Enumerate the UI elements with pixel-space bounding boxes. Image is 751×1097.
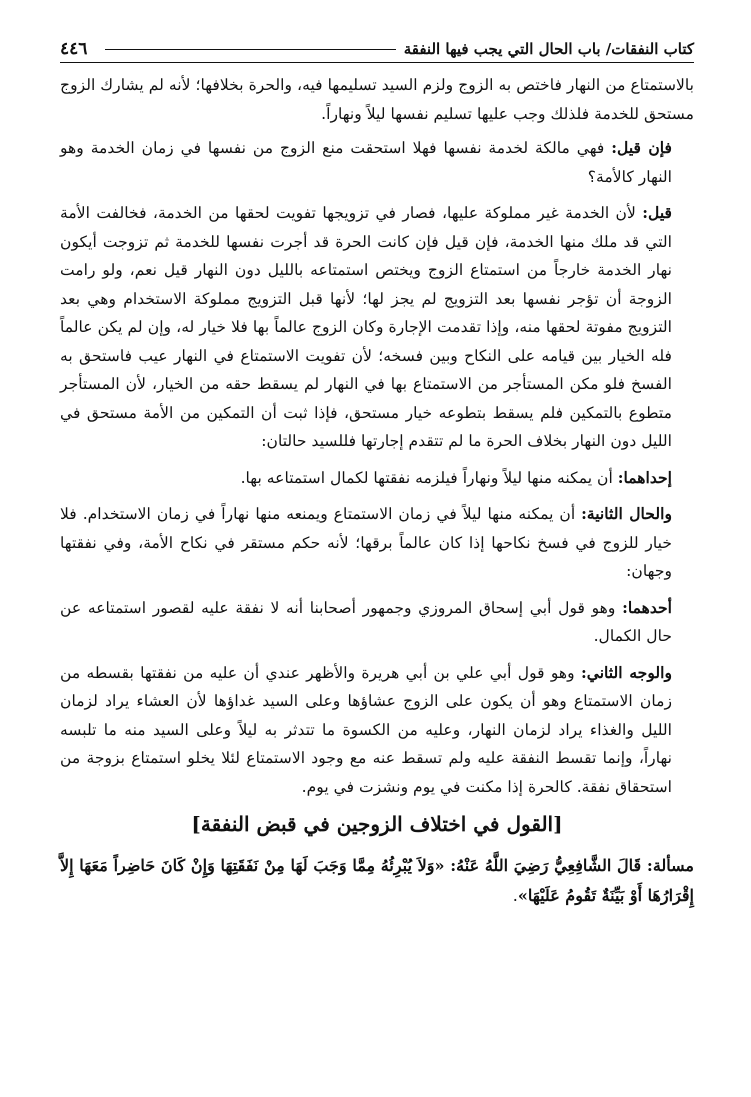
- page-number: ٤٤٦: [60, 39, 88, 59]
- chapter-title: كتاب النفقات/ باب الحال التي يجب فيها النفقة: [403, 40, 694, 58]
- running-header: [60, 36, 694, 63]
- paragraph: [60, 71, 694, 128]
- paragraph: [60, 500, 694, 586]
- paragraph-text: وهو قول أبي علي بن أبي هريرة والأظهر عندي أن عليه من نفقتها بقسطه من زمان الاستمتاع وهو أن يكون على الزوج عشاؤها وعلى السيد غداؤها لأن العشاء يراد لزمان الليل والغذاء يراد لزمان النهار، وعليه من الكسوة ما تتدثر به ليلاً وعلى السيد منه ما تلبسه نهاراً، وإنما تقسط النفقة عليه ولم تسقط عنه مع وجود الاستمتاع لئلا يخلو استمتاع بزوجة من استحقاق نفقة. كالحرة إذا مكنت في يوم ونشزت في يوم.: [60, 663, 672, 796]
- masala-speaker: قَالَ الشَّافِعِيُّ رَضِيَ اللَّهُ عَنْهُ:: [450, 856, 647, 875]
- section-heading: [60, 809, 694, 839]
- paragraph: [60, 594, 694, 651]
- masala-lead: مسألة:: [646, 856, 694, 875]
- paragraph-text: بالاستمتاع من النهار فاختص به الزوج ولزم السيد تسليمها فيه، والحرة بخلافها؛ لأنه لم يشارك الزوج مستحق للخدمة فلذلك وجب عليها تسليم نفسها ليلاً ونهاراً.: [60, 76, 694, 123]
- masala-quote: «وَلاَ يُبْرِئُهُ مِمَّا وَجَبَ لَهَا مِنْ نَفَقَتِهَا وَإِنْ كَانَ حَاضِراً مَعَهَا إِلاَّ إِقْرَارُهَا أَوْ بَيِّنَةٌ تَقُومُ عَلَيْهَا»: [60, 856, 694, 905]
- paragraph-text: أن يمكنه منها ليلاً في زمان الاستمتاع ويمنعه منها نهاراً في زمان الاستخدام. فلا خيار للزوج في فسخ نكاحها إذا كان عالماً برقها؛ لأنه حكم مستقر في نكاح الأمة، وفي نفقتها وجهان:: [60, 505, 672, 580]
- paragraph-text: أن يمكنه منها ليلاً ونهاراً فيلزمه نفقتها لكمال استمتاعه بها.: [240, 468, 618, 487]
- masala-end: .: [512, 886, 518, 905]
- paragraph-text: وهو قول أبي إسحاق المروزي وجمهور أصحابنا أنه لا نفقة عليه لقصور استمتاعه عن حال الكمال.: [60, 598, 672, 645]
- header-rule: [105, 49, 395, 50]
- body-text: [60, 71, 694, 911]
- paragraph-lead: والوجه الثاني:: [580, 662, 672, 682]
- masala-paragraph: [60, 851, 694, 911]
- paragraph: [60, 464, 694, 493]
- heading-bracket-close: ]: [191, 812, 201, 836]
- paragraph-lead: فإن قيل:: [611, 138, 673, 157]
- paragraph-text: فهي مالكة لخدمة نفسها فهلا استحقت منع الزوج من نفسها في زمان الخدمة وهو النهار كالأمة؟: [60, 139, 672, 186]
- paragraph: [60, 134, 694, 191]
- heading-bracket-open: [: [553, 812, 563, 836]
- paragraph-text: لأن الخدمة غير مملوكة عليها، فصار في تزويجها تفويت لحقها من الخدمة، فخالفت الأمة التي قد ملك منها الخدمة، فإن قيل فإن كانت الحرة قد أجرت نفسها للخدمة ثم تزوجت أيكون نهار الخدمة خارجاً من استمتاع الزوج ويختص استمتاعه بالليل دون النهار قيل نعم، ولو رامت الزوجة أن تؤجر نفسها بعد التزويج لم يجز لها؛ لأنها قبل التزويج مملوكة الاستخدام وهي بعد التزويج مفوتة لحقها منه، وإذا تقدمت الإجارة وكان الزوج عالماً بها فلا خيار له، وإن لم يكن عالماً فله الخيار بين قيامه على النكاح وبين فسخه؛ لأن تفويت الاستمتاع في النهار عيب فاستحق به الفسخ فلو مكن المستأجر من الاستمتاع بها في النهار لم يسقط حقه من الخيار، لأن المستأجر متطوع بالتمكين فلم يسقط بتطوعه خيار مستحق، فإذا ثبت أن التمكين من الأمة مستحق في الليل دون النهار بخلاف الحرة ما لم تتقدم إجارتها فللسيد حالتان:: [60, 204, 672, 450]
- paragraph: [60, 199, 694, 456]
- paragraph-lead: أحدهما:: [622, 597, 672, 617]
- heading-text: القول في اختلاف الزوجين في قبض النفقة: [200, 812, 554, 836]
- paragraph-lead: والحال الثانية:: [581, 504, 672, 523]
- paragraph-lead: إحداهما:: [617, 467, 672, 487]
- book-page: [60, 36, 694, 919]
- paragraph: [60, 659, 694, 802]
- paragraph-lead: قيل:: [642, 203, 672, 222]
